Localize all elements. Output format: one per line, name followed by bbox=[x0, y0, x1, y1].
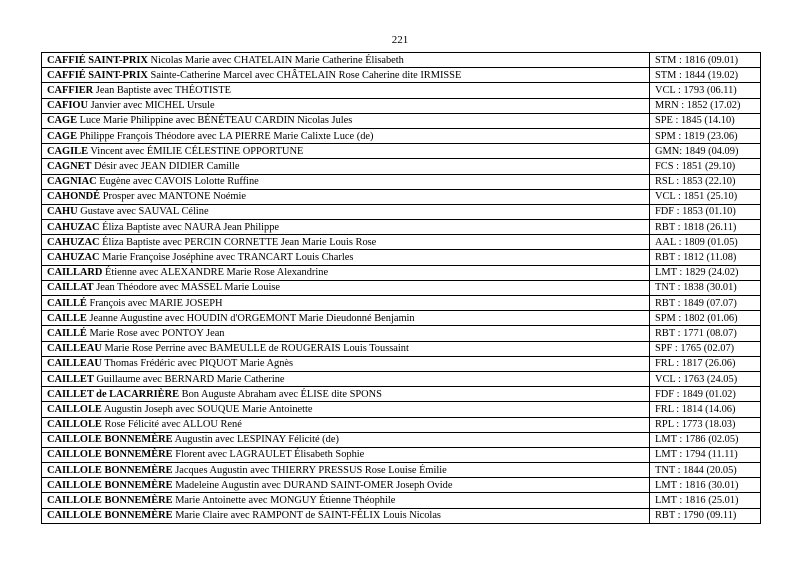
surname: CAILLOLE BONNEMÈRE bbox=[47, 434, 173, 446]
parish-date-reference: RSL : 1853 (22.10) bbox=[650, 174, 761, 189]
table-row bbox=[42, 235, 761, 250]
entry-cell bbox=[42, 478, 650, 493]
parish-date-reference: FRL : 1814 (14.06) bbox=[650, 402, 761, 417]
surname: CAILLOLE bbox=[47, 419, 102, 431]
table-row bbox=[42, 493, 761, 508]
entry-cell bbox=[42, 204, 650, 219]
surname: CAILLOLE BONNEMÈRE bbox=[47, 495, 173, 507]
surname: CAILLEAU bbox=[47, 343, 102, 355]
parish-date-reference: RBT : 1812 (11.08) bbox=[650, 250, 761, 265]
surname: CAHUZAC bbox=[47, 221, 100, 233]
parish-date-reference: RBT : 1771 (08.07) bbox=[650, 326, 761, 341]
marriage-details: Eugène avec CAVOIS Lolotte Ruffine bbox=[99, 176, 259, 188]
parish-date-reference: RBT : 1790 (09.11) bbox=[650, 508, 761, 523]
table-row bbox=[42, 128, 761, 143]
surname: CAGE bbox=[47, 115, 78, 127]
surname: CAHU bbox=[47, 206, 78, 218]
parish-date-reference: LMT : 1794 (11.11) bbox=[650, 447, 761, 462]
marriage-details: Marie Françoise Joséphine avec TRANCART Louis Charles bbox=[102, 252, 354, 264]
table-row bbox=[42, 463, 761, 478]
table-row bbox=[42, 113, 761, 128]
entry-cell bbox=[42, 326, 650, 341]
marriage-details: Gustave avec SAUVAL Céline bbox=[80, 206, 209, 218]
register-table-body bbox=[42, 53, 761, 524]
entry-cell bbox=[42, 508, 650, 523]
entry-cell bbox=[42, 144, 650, 159]
entry-cell bbox=[42, 113, 650, 128]
table-row bbox=[42, 478, 761, 493]
table-row bbox=[42, 189, 761, 204]
parish-date-reference: LMT : 1816 (25.01) bbox=[650, 493, 761, 508]
surname: CAILLET de LACARRIÈRE bbox=[47, 388, 180, 400]
surname: CAHONDÉ bbox=[47, 191, 101, 203]
page-number: 221 bbox=[391, 34, 409, 46]
parish-date-reference: STM : 1816 (09.01) bbox=[650, 53, 761, 68]
parish-date-reference: TNT : 1844 (20.05) bbox=[650, 463, 761, 478]
table-row bbox=[42, 280, 761, 295]
marriage-details: Éliza Baptiste avec NAURA Jean Philippe bbox=[102, 221, 280, 233]
table-row bbox=[42, 447, 761, 462]
marriage-details: Marie Rose Perrine avec BAMEULLE de ROUGERAIS Louis Toussaint bbox=[104, 343, 409, 355]
parish-date-reference: RPL : 1773 (18.03) bbox=[650, 417, 761, 432]
entry-cell bbox=[42, 280, 650, 295]
marriage-register-table bbox=[41, 52, 761, 524]
marriage-details: Madeleine Augustin avec DURAND SAINT-OMER Joseph Ovide bbox=[175, 479, 453, 491]
surname: CAILLOLE BONNEMÈRE bbox=[47, 464, 173, 476]
surname: CAILLAT bbox=[47, 282, 94, 294]
parish-date-reference: RBT : 1818 (26.11) bbox=[650, 220, 761, 235]
marriage-details: Rose Félicité avec ALLOU René bbox=[104, 419, 242, 431]
entry-cell bbox=[42, 447, 650, 462]
entry-cell bbox=[42, 402, 650, 417]
parish-date-reference: TNT : 1838 (30.01) bbox=[650, 280, 761, 295]
surname: CAILLOLE bbox=[47, 403, 102, 415]
marriage-details: Marie Antoinette avec MONGUY Étienne Théophile bbox=[175, 495, 396, 507]
marriage-details: Jean Théodore avec MASSEL Marie Louise bbox=[96, 282, 280, 294]
marriage-details: Nicolas Marie avec CHATELAIN Marie Catherine Élisabeth bbox=[150, 54, 404, 66]
surname: CAGNET bbox=[47, 160, 92, 172]
marriage-details: Prosper avec MANTONE Noémie bbox=[102, 191, 246, 203]
entry-cell bbox=[42, 417, 650, 432]
surname: CAGNIAC bbox=[47, 176, 97, 188]
parish-date-reference: SPF : 1765 (02.07) bbox=[650, 341, 761, 356]
surname: CAILLE bbox=[47, 312, 87, 324]
parish-date-reference: SPE : 1845 (14.10) bbox=[650, 113, 761, 128]
parish-date-reference: SPM : 1819 (23.06) bbox=[650, 128, 761, 143]
parish-date-reference: LMT : 1786 (02.05) bbox=[650, 432, 761, 447]
surname: CAHUZAC bbox=[47, 236, 100, 248]
parish-date-reference: FDF : 1849 (01.02) bbox=[650, 387, 761, 402]
parish-date-reference: LMT : 1816 (30.01) bbox=[650, 478, 761, 493]
marriage-details: Éliza Baptiste avec PERCIN CORNETTE Jean Marie Louis Rose bbox=[102, 236, 377, 248]
marriage-details: Étienne avec ALEXANDRE Marie Rose Alexandrine bbox=[105, 267, 329, 279]
table-row bbox=[42, 250, 761, 265]
entry-cell bbox=[42, 265, 650, 280]
surname: CAILLOLE BONNEMÈRE bbox=[47, 510, 173, 522]
table-row bbox=[42, 326, 761, 341]
surname: CAILLET bbox=[47, 373, 94, 385]
table-row bbox=[42, 204, 761, 219]
parish-date-reference: FCS : 1851 (29.10) bbox=[650, 159, 761, 174]
table-row bbox=[42, 68, 761, 83]
entry-cell bbox=[42, 387, 650, 402]
marriage-details: Marie Claire avec RAMPONT de SAINT-FÉLIX Louis Nicolas bbox=[175, 510, 441, 522]
marriage-details: Jeanne Augustine avec HOUDIN d'ORGEMONT Marie Dieudonné Benjamin bbox=[89, 312, 415, 324]
surname: CAHUZAC bbox=[47, 252, 100, 264]
marriage-details: Désir avec JEAN DIDIER Camille bbox=[94, 160, 240, 172]
marriage-details: Marie Rose avec PONTOY Jean bbox=[89, 327, 225, 339]
table-row bbox=[42, 144, 761, 159]
marriage-details: Luce Marie Philippine avec BÉNÉTEAU CARDIN Nicolas Jules bbox=[79, 115, 353, 127]
entry-cell bbox=[42, 83, 650, 98]
entry-cell bbox=[42, 68, 650, 83]
parish-date-reference: RBT : 1849 (07.07) bbox=[650, 296, 761, 311]
entry-cell bbox=[42, 159, 650, 174]
marriage-details: Thomas Frédéric avec PIQUOT Marie Agnès bbox=[104, 358, 294, 370]
entry-cell bbox=[42, 493, 650, 508]
entry-cell bbox=[42, 311, 650, 326]
parish-date-reference: VCL : 1763 (24.05) bbox=[650, 371, 761, 386]
surname: CAFFIER bbox=[47, 84, 94, 96]
marriage-details: Janvier avec MICHEL Ursule bbox=[90, 100, 215, 112]
marriage-details: Bon Auguste Abraham avec ÉLISE dite SPONS bbox=[181, 388, 382, 400]
table-row bbox=[42, 265, 761, 280]
surname: CAGILE bbox=[47, 145, 88, 157]
table-row bbox=[42, 432, 761, 447]
marriage-details: Augustin Joseph avec SOUQUE Marie Antoinette bbox=[103, 403, 313, 415]
parish-date-reference: VCL : 1851 (25.10) bbox=[650, 189, 761, 204]
table-row bbox=[42, 356, 761, 371]
surname: CAFIOU bbox=[47, 100, 88, 112]
surname: CAILLOLE BONNEMÈRE bbox=[47, 449, 173, 461]
marriage-details: Guillaume avec BERNARD Marie Catherine bbox=[96, 373, 285, 385]
marriage-details: Jacques Augustin avec THIERRY PRESSUS Rose Louise Émilie bbox=[175, 464, 447, 476]
marriage-details: Philippe François Théodore avec LA PIERRE Marie Calixte Luce (de) bbox=[79, 130, 374, 142]
parish-date-reference: AAL : 1809 (01.05) bbox=[650, 235, 761, 250]
marriage-details: Jean Baptiste avec THÉOTISTE bbox=[95, 84, 231, 96]
table-row bbox=[42, 83, 761, 98]
marriage-details: Augustin avec LESPINAY Félicité (de) bbox=[174, 434, 339, 446]
surname: CAFFIÉ SAINT-PRIX bbox=[47, 69, 148, 81]
surname: CAILLÉ bbox=[47, 297, 87, 309]
table-row bbox=[42, 174, 761, 189]
parish-date-reference: FRL : 1817 (26.06) bbox=[650, 356, 761, 371]
entry-cell bbox=[42, 432, 650, 447]
entry-cell bbox=[42, 463, 650, 478]
table-row bbox=[42, 159, 761, 174]
entry-cell bbox=[42, 296, 650, 311]
marriage-details: Florent avec LAGRAULET Élisabeth Sophie bbox=[175, 449, 365, 461]
table-row bbox=[42, 311, 761, 326]
table-row bbox=[42, 341, 761, 356]
entry-cell bbox=[42, 371, 650, 386]
parish-date-reference: FDF : 1853 (01.10) bbox=[650, 204, 761, 219]
surname: CAILLARD bbox=[47, 267, 103, 279]
surname: CAILLÉ bbox=[47, 327, 87, 339]
parish-date-reference: GMN: 1849 (04.09) bbox=[650, 144, 761, 159]
entry-cell bbox=[42, 250, 650, 265]
parish-date-reference: MRN : 1852 (17.02) bbox=[650, 98, 761, 113]
entry-cell bbox=[42, 98, 650, 113]
surname: CAILLEAU bbox=[47, 358, 102, 370]
marriage-details: Vincent avec ÉMILIE CÉLESTINE OPPORTUNE bbox=[90, 145, 304, 157]
entry-cell bbox=[42, 356, 650, 371]
table-row bbox=[42, 508, 761, 523]
table-row bbox=[42, 53, 761, 68]
entry-cell bbox=[42, 235, 650, 250]
marriage-details: François avec MARIE JOSEPH bbox=[89, 297, 223, 309]
entry-cell bbox=[42, 341, 650, 356]
table-row bbox=[42, 98, 761, 113]
parish-date-reference: SPM : 1802 (01.06) bbox=[650, 311, 761, 326]
marriage-details: Sainte-Catherine Marcel avec CHÂTELAIN Rose Caherine dite IRMISSE bbox=[150, 69, 462, 81]
parish-date-reference: STM : 1844 (19.02) bbox=[650, 68, 761, 83]
entry-cell bbox=[42, 220, 650, 235]
table-row bbox=[42, 220, 761, 235]
surname: CAGE bbox=[47, 130, 78, 142]
surname: CAILLOLE BONNEMÈRE bbox=[47, 479, 173, 491]
entry-cell bbox=[42, 53, 650, 68]
table-row bbox=[42, 417, 761, 432]
parish-date-reference: VCL : 1793 (06.11) bbox=[650, 83, 761, 98]
table-row bbox=[42, 402, 761, 417]
entry-cell bbox=[42, 189, 650, 204]
surname: CAFFIÉ SAINT-PRIX bbox=[47, 54, 148, 66]
parish-date-reference: LMT : 1829 (24.02) bbox=[650, 265, 761, 280]
table-row bbox=[42, 387, 761, 402]
entry-cell bbox=[42, 128, 650, 143]
table-row bbox=[42, 296, 761, 311]
table-row bbox=[42, 371, 761, 386]
entry-cell bbox=[42, 174, 650, 189]
